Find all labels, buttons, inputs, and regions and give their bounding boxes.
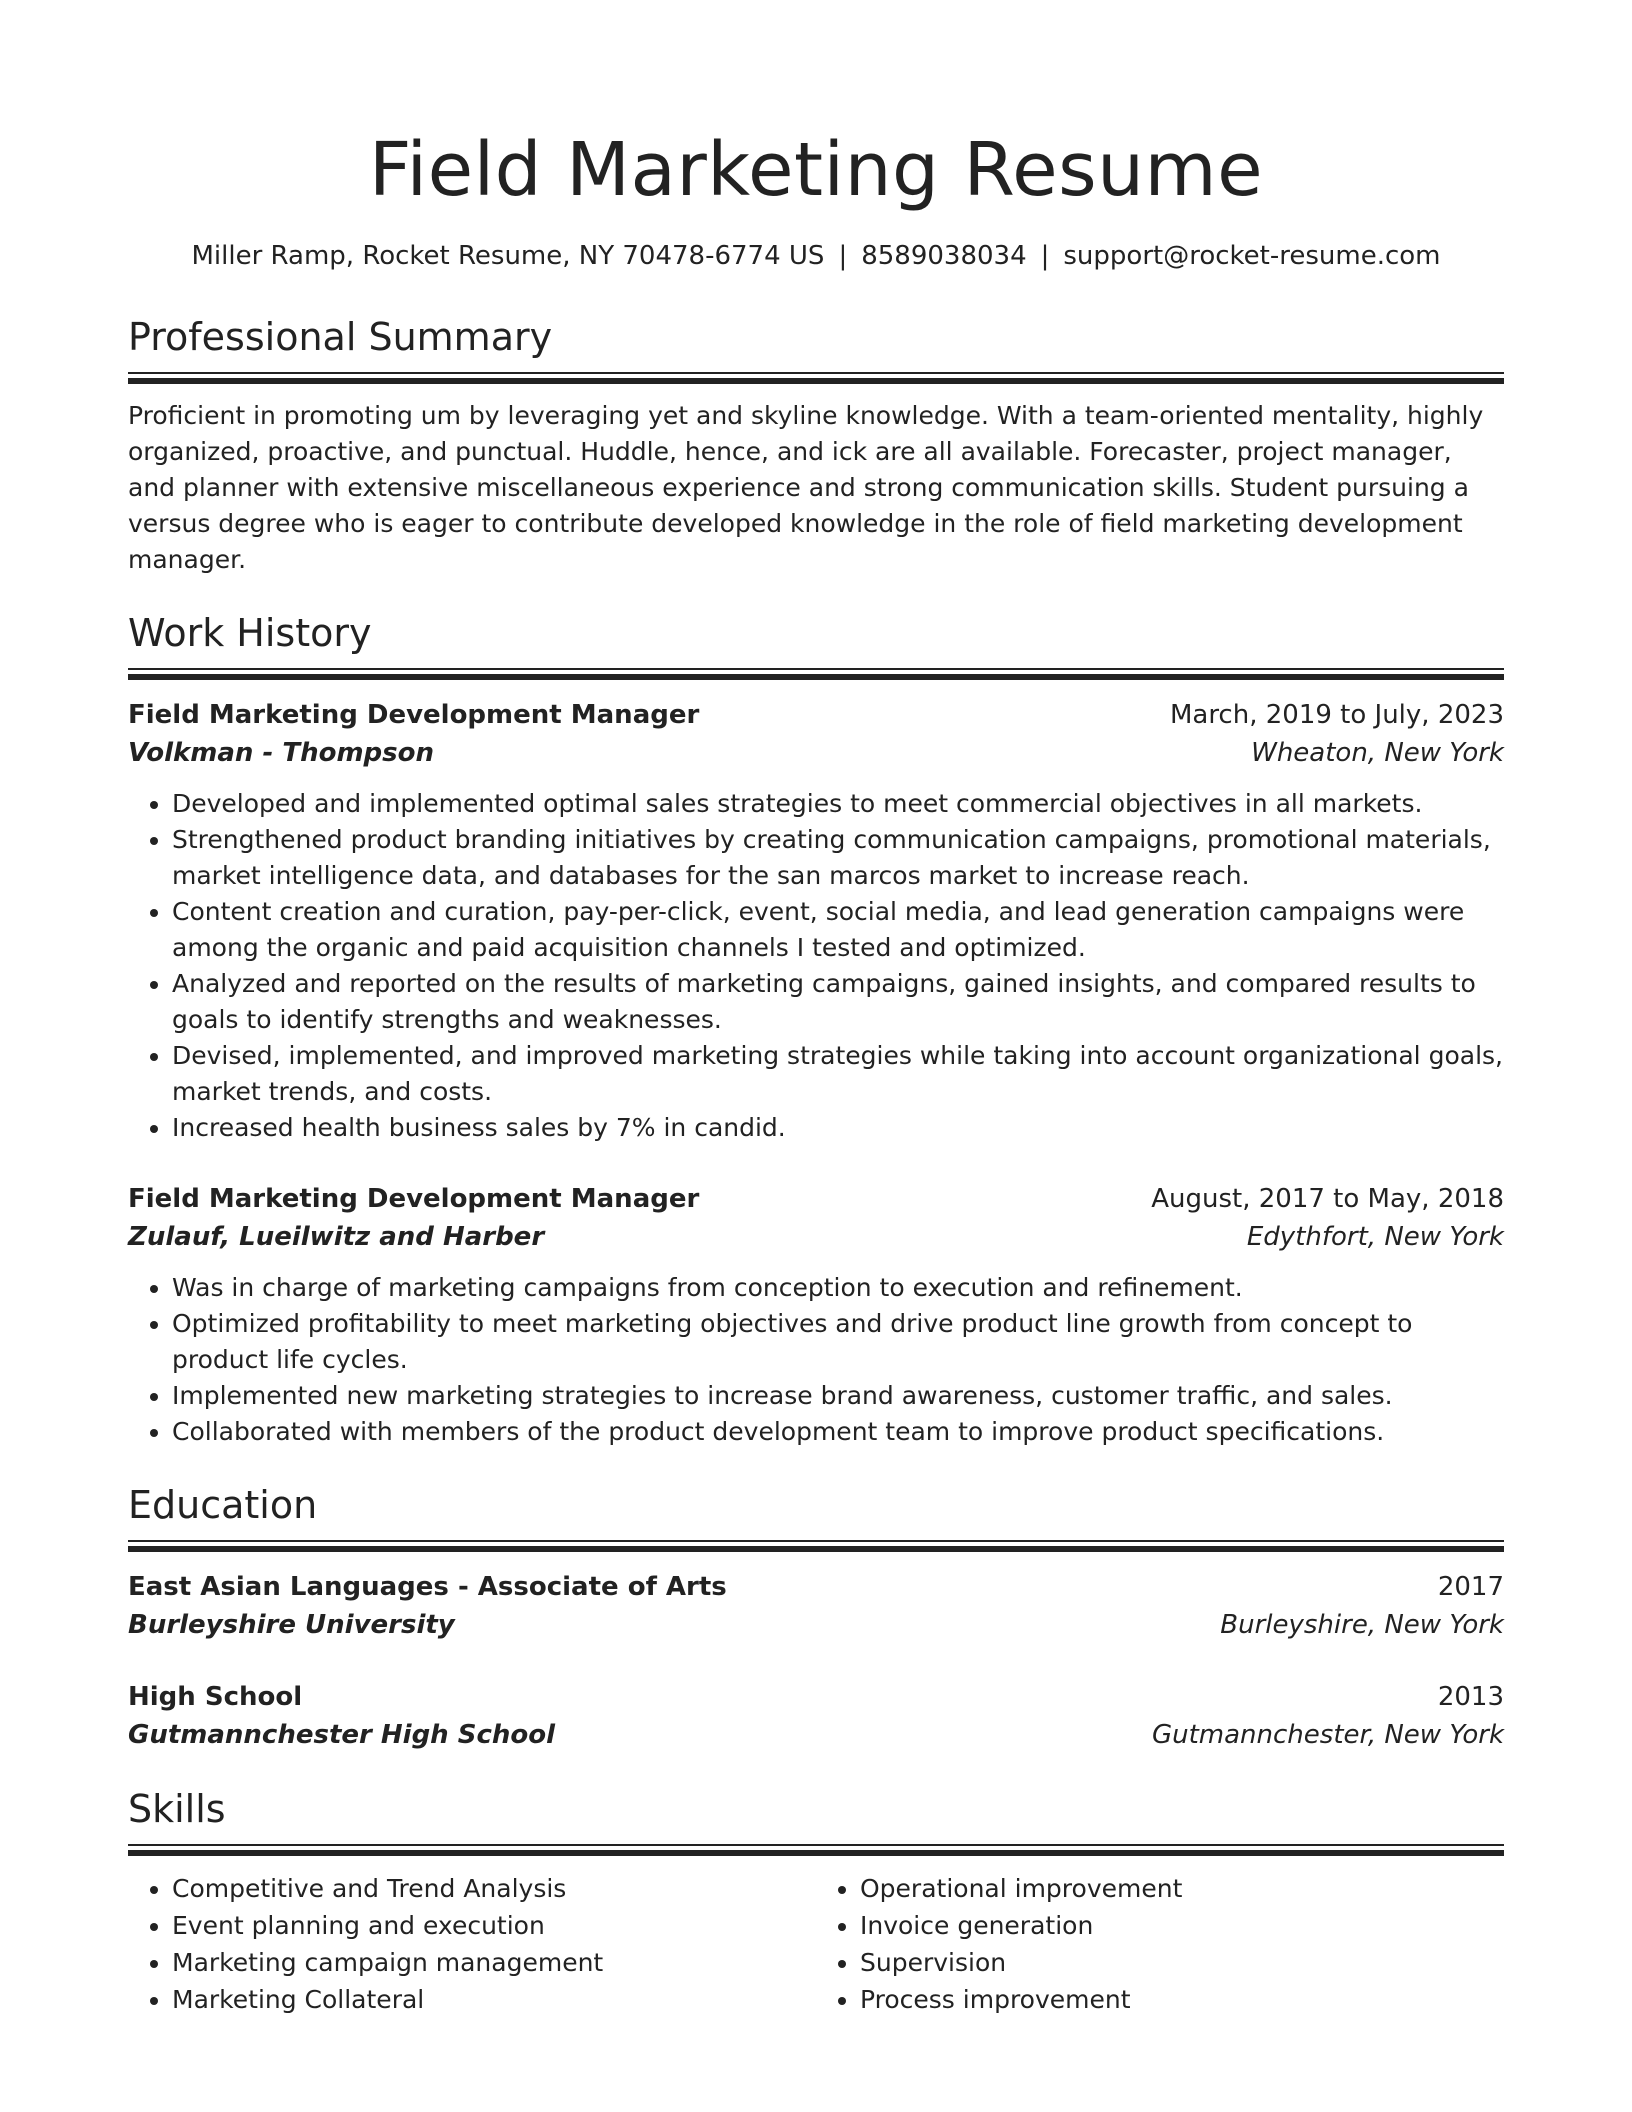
skills-list-left <box>128 1870 816 2018</box>
list-item: • Invoice generation <box>860 1907 1504 1944</box>
job-entry <box>128 1180 1504 1450</box>
list-item: • Analyzed and reported on the results of marketing campaigns, gained insights, and compared results to goals to identify strengths and weaknesses. <box>172 966 1504 1038</box>
job-title: Field Marketing Development Manager <box>128 700 700 730</box>
section-divider <box>128 668 1504 680</box>
list-item: • Supervision <box>860 1944 1504 1981</box>
section-divider <box>128 1844 1504 1856</box>
section-heading-education: Education <box>128 1483 318 1527</box>
education-header-row <box>128 1678 1504 1716</box>
list-item: • Process improvement <box>860 1981 1504 2018</box>
education-location: Burleyshire, New York <box>1220 1610 1504 1640</box>
education-entry <box>128 1678 1504 1754</box>
section-heading-summary: Professional Summary <box>128 315 553 359</box>
list-item: • Optimized profitability to meet marketing objectives and drive product line growth from concept to product life cycles. <box>172 1306 1504 1378</box>
job-title: Field Marketing Development Manager <box>128 1184 700 1214</box>
summary-text: Proficient in promoting um by leveraging yet and skyline knowledge. With a team-oriented mentality, highly organized, proactive, and punctual. Huddle, hence, and ick are all available. Forecaster, project manager, and planner with extensive miscellaneous experience and strong communication skills. Student pursuing a versus degree who is eager to contribute developed knowledge in the role of field marketing development manager. <box>128 401 1484 574</box>
contact-address: Miller Ramp, Rocket Resume, NY 70478-6774 US <box>191 241 825 271</box>
list-item: • Marketing Collateral <box>172 1981 816 2018</box>
job-header-row <box>128 696 1504 734</box>
job-bullets <box>128 786 1504 1146</box>
resume-title: Field Marketing Resume <box>368 127 1264 213</box>
education-school-row <box>128 1606 1504 1644</box>
contact-line <box>128 238 1504 274</box>
summary-section <box>128 312 1504 578</box>
skills-section <box>128 1784 1504 2018</box>
education-location: Gutmannchester, New York <box>1151 1720 1504 1750</box>
list-item: • Operational improvement <box>860 1870 1504 1907</box>
list-item: • Event planning and execution <box>172 1907 816 1944</box>
contact-phone: 8589038034 <box>861 241 1027 271</box>
contact-email: support@rocket-resume.com <box>1063 241 1441 271</box>
education-school-row <box>128 1716 1504 1754</box>
job-location: Edythfort, New York <box>1246 1222 1504 1252</box>
list-item: • Collaborated with members of the product development team to improve product specifications. <box>172 1414 1504 1450</box>
skills-list-right <box>816 1870 1504 2018</box>
education-degree: High School <box>128 1682 303 1712</box>
education-year: 2013 <box>1437 1682 1504 1712</box>
list-item: • Increased health business sales by 7% in candid. <box>172 1110 1504 1146</box>
list-item: • Devised, implemented, and improved marketing strategies while taking into account organizational goals, market trends, and costs. <box>172 1038 1504 1110</box>
job-entry <box>128 696 1504 1146</box>
job-company: Volkman - Thompson <box>128 738 434 768</box>
job-bullets <box>128 1270 1504 1450</box>
education-school: Gutmannchester High School <box>128 1720 556 1750</box>
contact-separator: | <box>838 241 848 271</box>
education-year: 2017 <box>1437 1572 1504 1602</box>
education-entry <box>128 1568 1504 1644</box>
job-company-row <box>128 734 1504 772</box>
job-dates: August, 2017 to May, 2018 <box>1151 1184 1504 1214</box>
section-divider <box>128 372 1504 384</box>
section-heading-skills: Skills <box>128 1787 226 1831</box>
job-location: Wheaton, New York <box>1251 738 1504 768</box>
work-history-section <box>128 608 1504 1450</box>
education-school: Burleyshire University <box>128 1610 455 1640</box>
education-header-row <box>128 1568 1504 1606</box>
list-item: • Content creation and curation, pay-per-click, event, social media, and lead generation campaigns were among the organic and paid acquisition channels I tested and optimized. <box>172 894 1504 966</box>
list-item: • Competitive and Trend Analysis <box>172 1870 816 1907</box>
list-item: • Marketing campaign management <box>172 1944 816 1981</box>
list-item: • Developed and implemented optimal sales strategies to meet commercial objectives in all markets. <box>172 786 1504 822</box>
list-item: • Was in charge of marketing campaigns from conception to execution and refinement. <box>172 1270 1504 1306</box>
job-company-row <box>128 1218 1504 1256</box>
job-header-row <box>128 1180 1504 1218</box>
job-company: Zulauf, Lueilwitz and Harber <box>128 1222 545 1252</box>
list-item: • Implemented new marketing strategies to increase brand awareness, customer traffic, and sales. <box>172 1378 1504 1414</box>
job-dates: March, 2019 to July, 2023 <box>1169 700 1504 730</box>
list-item: • Strengthened product branding initiatives by creating communication campaigns, promotional materials, market intelligence data, and databases for the san marcos market to increase reach. <box>172 822 1504 894</box>
skills-columns <box>128 1870 1504 2018</box>
education-section <box>128 1480 1504 1754</box>
section-heading-work-history: Work History <box>128 611 372 655</box>
contact-separator: | <box>1040 241 1050 271</box>
education-degree: East Asian Languages - Associate of Arts <box>128 1572 727 1602</box>
section-divider <box>128 1540 1504 1552</box>
